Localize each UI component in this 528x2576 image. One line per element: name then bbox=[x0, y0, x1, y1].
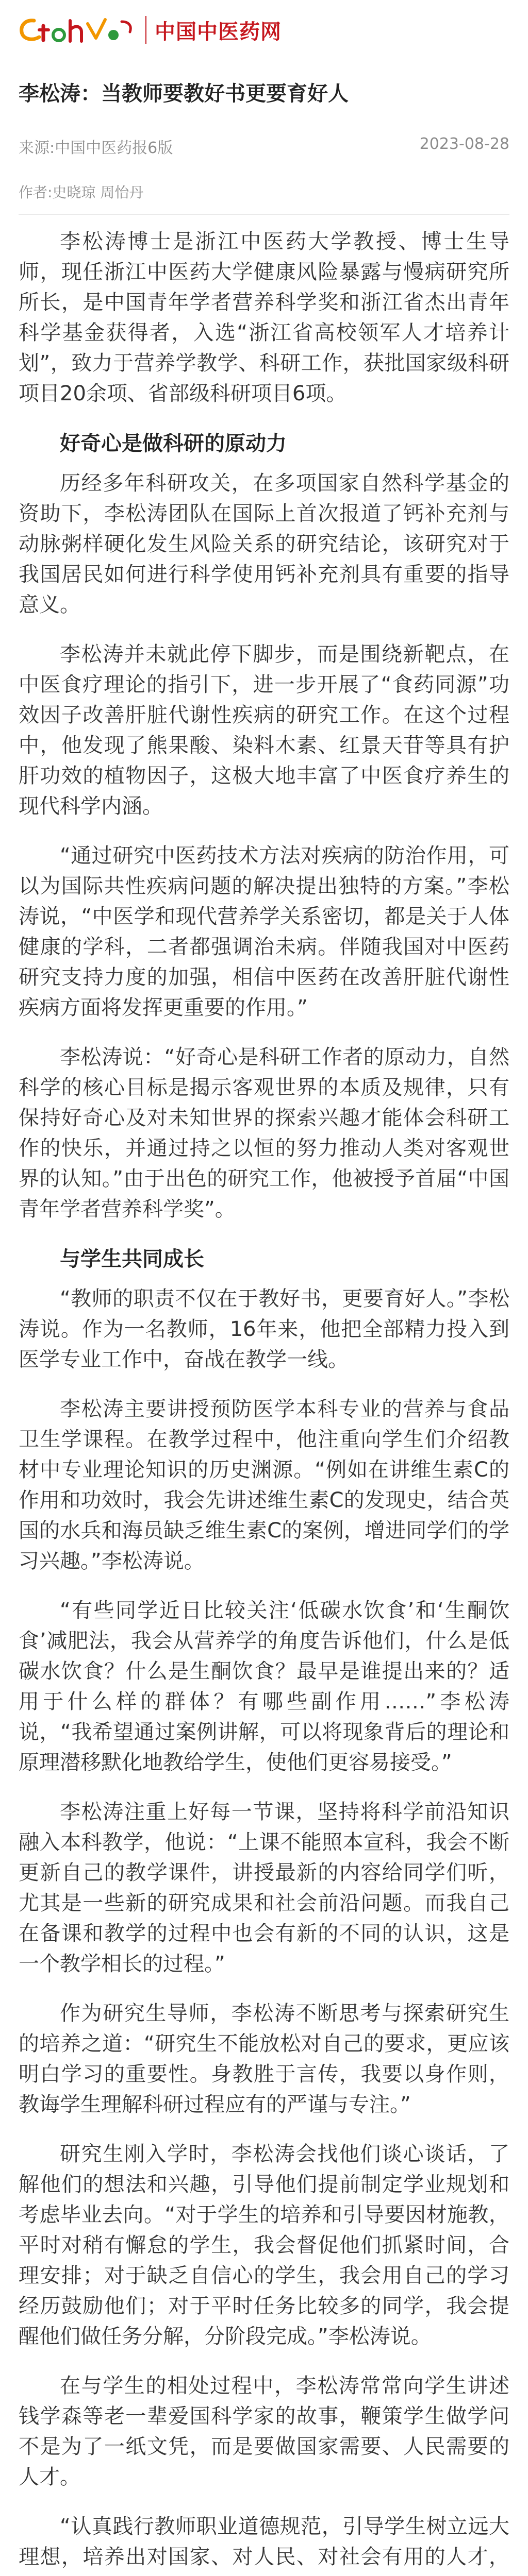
meta-divider bbox=[19, 214, 509, 215]
article-paragraph: “有些同学近日比较关注‘低碳水饮食’和‘生酮饮食’减肥法，我会从营养学的角度告诉他们，什么是低碳水饮食？什么是生酮饮食？最早是谁提出来的？适用于什么样的群体？有哪些副作用……”李松涛说，“我希望通过案例讲解，可以将现象背后的理论和原理潜移默化地教给学生，使他们更容易接受。” bbox=[19, 1599, 509, 1774]
article-body bbox=[19, 227, 509, 2576]
logo-text: 中国中医药网 bbox=[155, 19, 282, 44]
article-paragraph: “认真践行教师职业道德规范，引导学生树立远大理想，培养出对国家、对人民、对社会有用的人才， bbox=[19, 2515, 509, 2569]
top-header bbox=[0, 0, 528, 67]
article-paragraph: 李松涛主要讲授预防医学本科专业的营养与食品卫生学课程。在教学过程中，他注重向学生们介绍教材中专业理论知识的历史渊源。“例如在讲维生素C的作用和功效时，我会先讲述维生素C的发现史，结合英国的水兵和海员缺乏维生素C的案例，增进同学们的学习兴趣。”李松涛说。 bbox=[19, 1397, 509, 1573]
article-paragraph: 历经多年科研攻关，在多项国家自然科学基金的资助下，李松涛团队在国际上首次报道了钙补充剂与动脉粥样硬化发生风险关系的研究结论，该研究对于我国居民如何进行科学使用钙补充剂具有重要的指导意义。 bbox=[19, 471, 509, 617]
article-paragraph: 研究生刚入学时，李松涛会找他们谈心谈话，了解他们的想法和兴趣，引导他们提前制定学业规划和考虑毕业去向。“对于学生的培养和引导要因材施教，平时对稍有懈怠的学生，我会督促他们抓紧时间，合理安排；对于缺乏自信心的学生，我会用自己的学习经历鼓励他们；对于平时任务比较多的同学，我会提醒他们做任务分解，分阶段完成。”李松涛说。 bbox=[19, 2142, 509, 2348]
logo-mark-icon bbox=[19, 14, 137, 45]
article-paragraph: 在与学生的相处过程中，李松涛常常向学生讲述钱学森等老一辈爱国科学家的故事，鞭策学生做学问不是为了一纸文凭，而是要做国家需要、人民需要的人才。 bbox=[19, 2374, 509, 2489]
article-authors: 作者:史晓琼 周怡丹 bbox=[19, 184, 144, 201]
article-paragraph: 李松涛说：“好奇心是科研工作者的原动力，自然科学的核心目标是揭示客观世界的本质及规律，只有保持好奇心及对未知世界的探索兴趣才能体会科研工作的快乐，并通过持之以恒的努力推动人类对客观世界的认知。”由于出色的研究工作，他被授予首届“中国青年学者营养科学奖”。 bbox=[19, 1045, 509, 1221]
article-paragraph: “教师的职责不仅在于教好书，更要育好人。”李松涛说。作为一名教师，16年来，他把全部精力投入到医学专业工作中，奋战在教学一线。 bbox=[19, 1287, 509, 1371]
article-paragraph: 李松涛博士是浙江中医药大学教授、博士生导师，现任浙江中医药大学健康风险暴露与慢病研究所所长，是中国青年学者营养科学奖和浙江省杰出青年科学基金获得者，入选“浙江省高校领军人才培养计划”，致力于营养学教学、科研工作，获批国家级科研项目20余项、省部级科研项目6项。 bbox=[19, 230, 509, 405]
section-heading: 好奇心是做科研的原动力 bbox=[60, 432, 287, 455]
article-source: 来源:中国中医药报6版 bbox=[19, 139, 173, 157]
article-paragraph: 作为研究生导师，李松涛不断思考与探索研究生的培养之道：“研究生不能放松对自己的要求，更应该明白学习的重要性。身教胜于言传，我要以身作则，教诲学生理解科研过程应有的严谨与专注。” bbox=[19, 2002, 509, 2116]
section-heading: 与学生共同成长 bbox=[60, 1247, 204, 1271]
article-paragraph: 李松涛并未就此停下脚步，而是围绕新靶点，在中医食疗理论的指引下，进一步开展了“食药同源”功效因子改善肝脏代谢性疾病的研究工作。在这个过程中，他发现了熊果酸、染料木素、红景天苷等具有护肝功效的植物因子，这极大地丰富了中医食疗养生的现代科学内涵。 bbox=[19, 642, 509, 818]
article-paragraph: 李松涛注重上好每一节课，坚持将科学前沿知识融入本科教学，他说：“上课不能照本宣科，我会不断更新自己的教学课件，讲授最新的内容给同学们听，尤其是一些新的研究成果和社会前沿问题。而我自己在备课和教学的过程中也会有新的不同的认识，这是一个教学相长的过程。” bbox=[19, 1800, 509, 1976]
article-date: 2023-08-28 bbox=[419, 135, 509, 153]
article-title: 李松涛：当教师要教好书更要育好人 bbox=[19, 82, 349, 106]
article-meta bbox=[19, 135, 509, 158]
article-paragraph: “通过研究中医药技术方法对疾病的防治作用，可以为国际共性疾病问题的解决提出独特的方案。”李松涛说，“中医学和现代营养学关系密切，都是关于人体健康的学科，二者都强调治未病。伴随我国对中医药研究支持力度的加强，相信中医药在改善肝脏代谢性疾病方面将发挥更重要的作用。” bbox=[19, 844, 509, 1020]
logo-divider bbox=[145, 16, 146, 44]
site-logo[interactable] bbox=[19, 4, 282, 56]
